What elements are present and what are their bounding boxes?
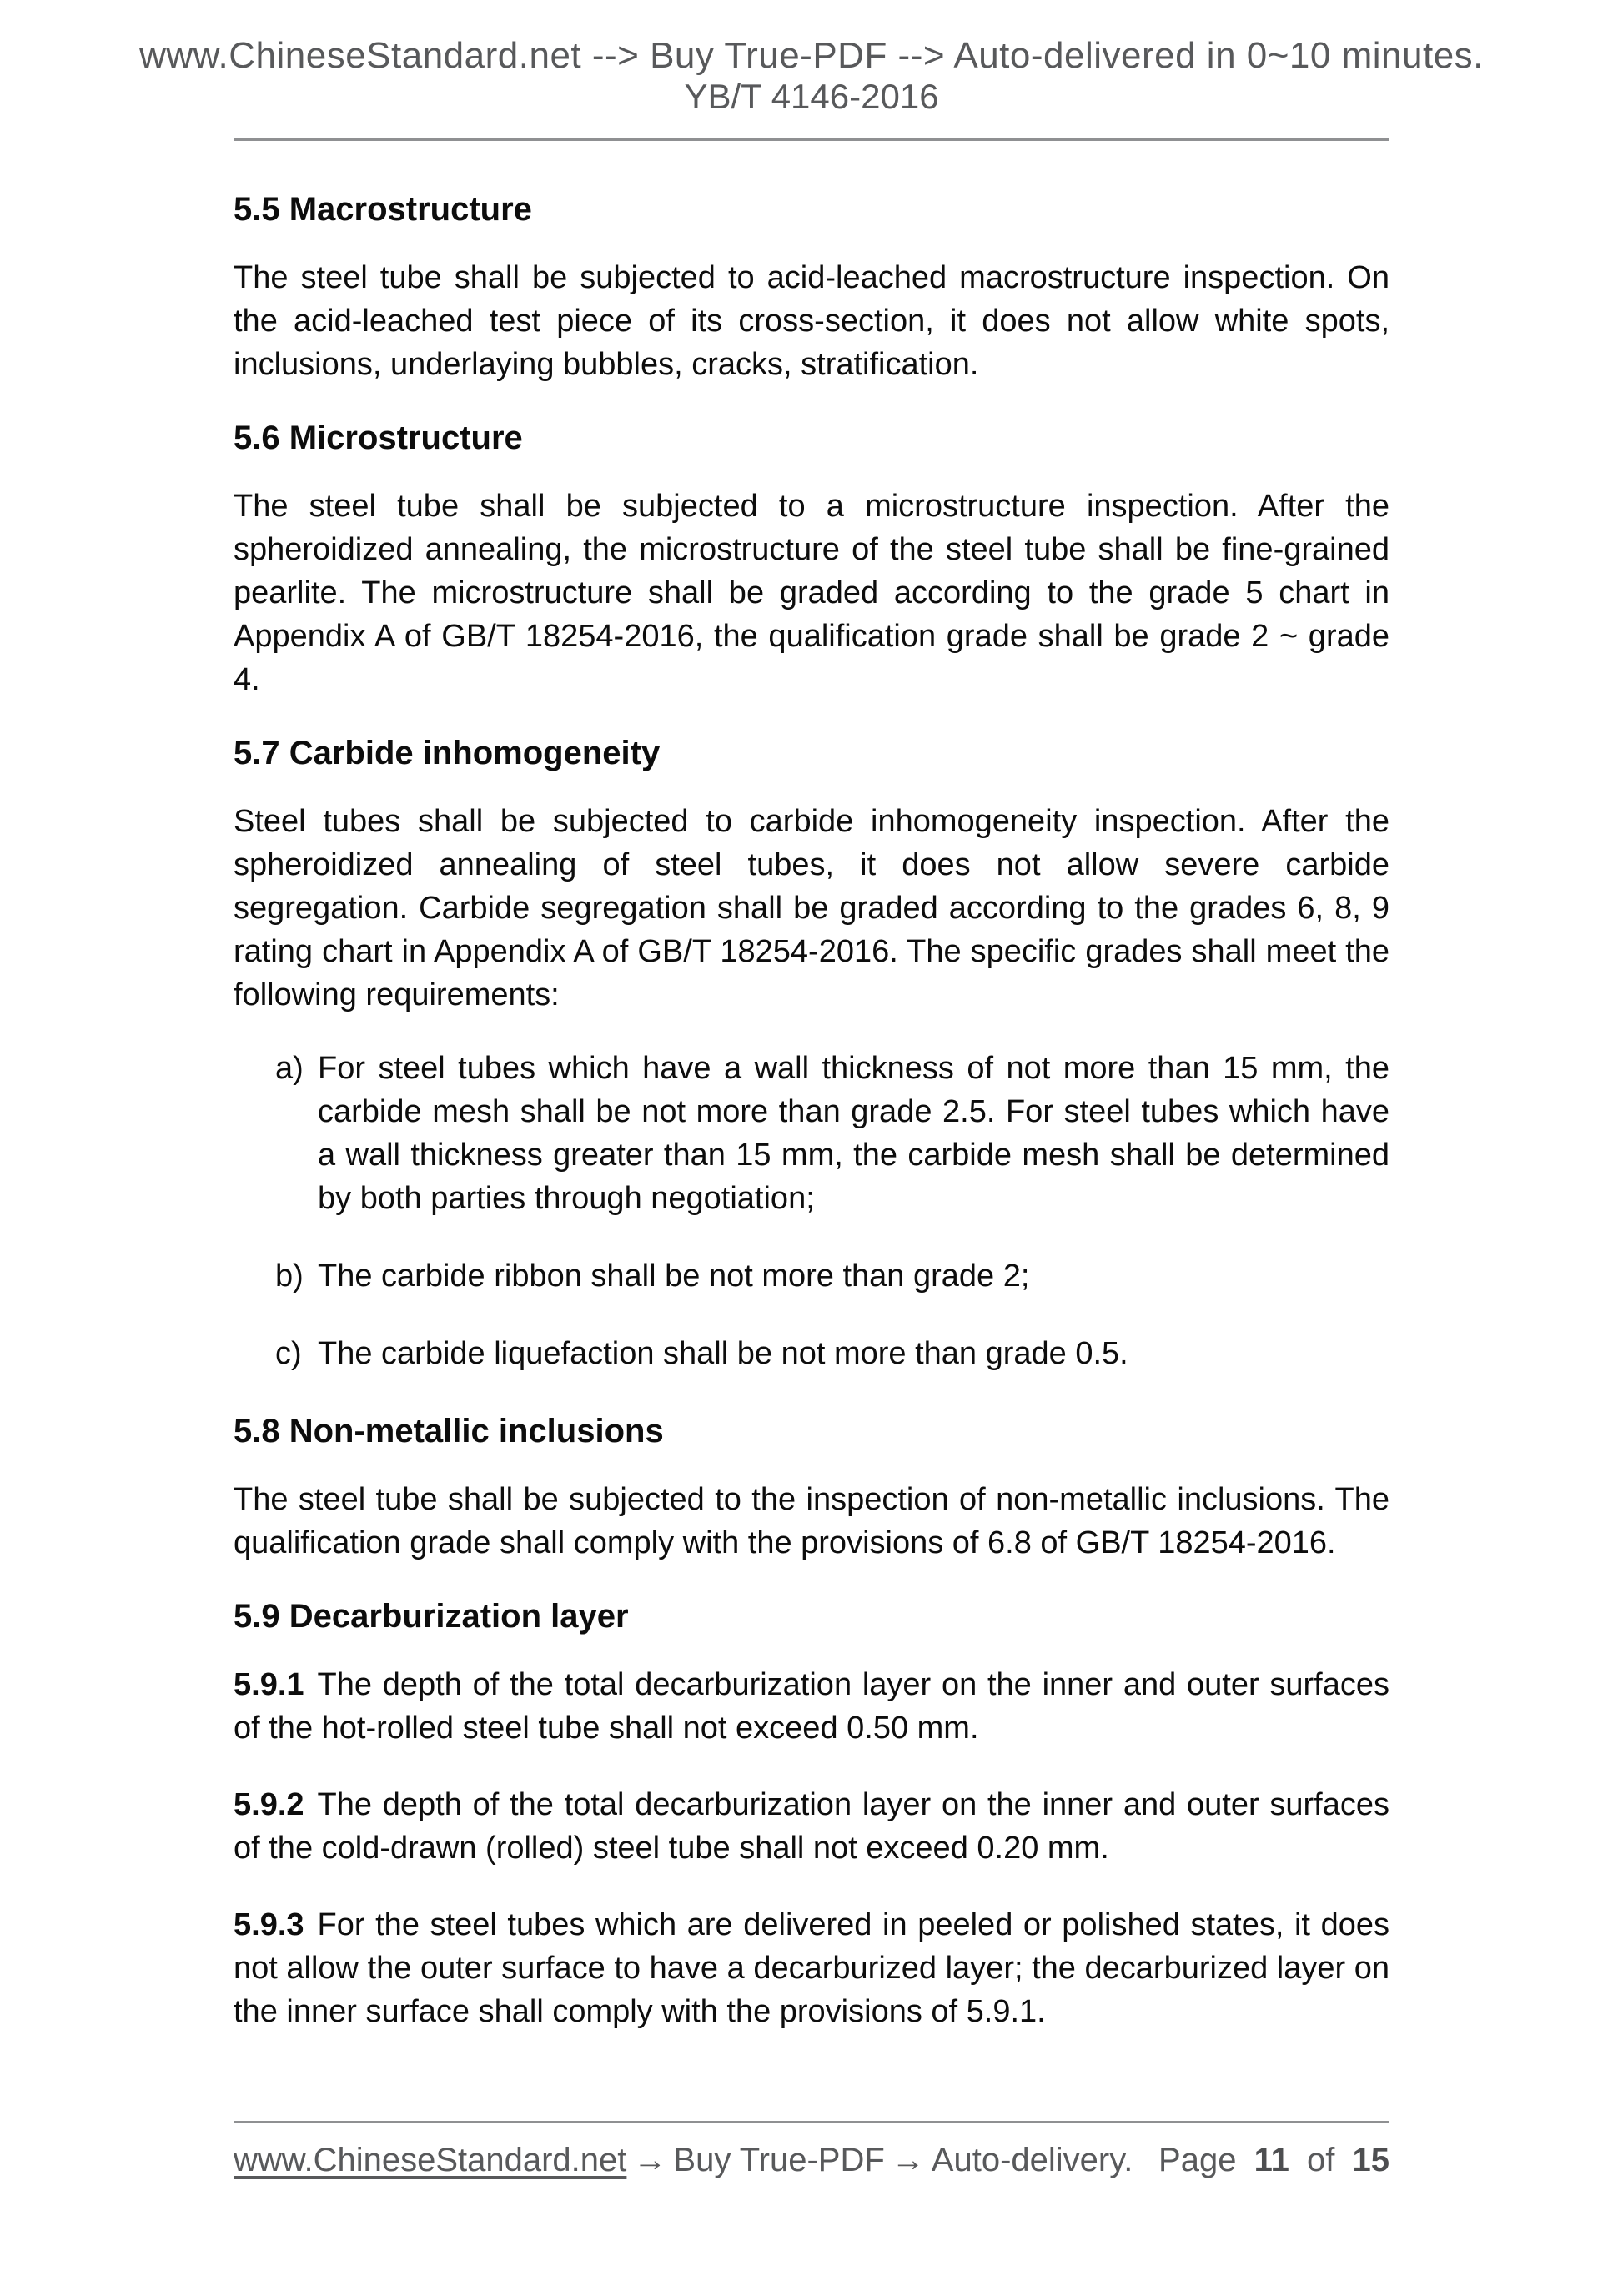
section-5-6 <box>234 416 1389 701</box>
footer-promo <box>234 2140 1133 2180</box>
numbered-clause <box>234 1663 1389 1750</box>
header-promo-text: www.ChineseStandard.net --> Buy True-PDF --> Auto-delivered in 0~10 minutes. <box>139 35 1484 76</box>
requirement-list <box>234 1047 1389 1375</box>
list-item <box>234 1332 1389 1375</box>
section-heading: 5.8 Non-metallic inclusions <box>234 1413 664 1449</box>
page-label: Page <box>1158 2142 1237 2178</box>
section-heading: 5.6 Microstructure <box>234 420 523 456</box>
list-item-marker: c) <box>275 1336 302 1371</box>
numbered-clause <box>234 1903 1389 2033</box>
numbered-clause <box>234 1783 1389 1870</box>
section-paragraph: The steel tube shall be subjected to a microstructure inspection. After the spheroidized annealing, the microstructure of the steel tube shall be fine-grained pearlite. The microstructure shall be graded according to the grade 5 chart in Appendix A of GB/T 18254-2016, the qualification grade shall be grade 2 ~ grade 4. <box>234 489 1389 697</box>
footer-delivery-text: Auto-delivery. <box>931 2142 1133 2178</box>
footer-buy-text: Buy True-PDF <box>673 2142 885 2178</box>
list-item-text: For steel tubes which have a wall thickness of not more than 15 mm, the carbide mesh shall be not more than grade 2.5. For steel tubes which have a wall thickness greater than 15 mm, the carbide mesh shall be determined by both parties through negotiation; <box>318 1051 1389 1216</box>
section-heading: 5.9 Decarburization layer <box>234 1598 629 1635</box>
clause-text: For the steel tubes which are delivered in peeled or polished states, it does not allow the outer surface to have a decarburized layer; the decarburized layer on the inner surface shall comply with the provisions of 5.9.1. <box>234 1907 1389 2029</box>
section-5-5 <box>234 188 1389 386</box>
section-5-8 <box>234 1409 1389 1565</box>
list-item-text: The carbide liquefaction shall be not more than grade 0.5. <box>318 1336 1128 1371</box>
arrow-right-icon: → <box>891 2142 925 2178</box>
clause-text: The depth of the total decarburization layer on the inner and outer surfaces of the hot-rolled steel tube shall not exceed 0.50 mm. <box>234 1667 1389 1746</box>
section-5-7 <box>234 731 1389 1375</box>
clause-number: 5.9.3 <box>234 1907 304 1942</box>
page-current: 11 <box>1254 2142 1289 2178</box>
page-total: 15 <box>1352 2142 1389 2178</box>
list-item-marker: a) <box>275 1051 304 1086</box>
page-footer <box>234 2121 1389 2180</box>
clause-text: The depth of the total decarburization layer on the inner and outer surfaces of the cold-drawn (rolled) steel tube shall not exceed 0.20 mm. <box>234 1787 1389 1866</box>
page-of-label: of <box>1307 2142 1335 2178</box>
section-paragraph: The steel tube shall be subjected to the inspection of non-metallic inclusions. The qualification grade shall comply with the provisions of 6.8 of GB/T 18254-2016. <box>234 1482 1389 1560</box>
document-body <box>234 141 1389 2033</box>
section-paragraph: Steel tubes shall be subjected to carbide inhomogeneity inspection. After the spheroidized annealing of steel tubes, it does not allow severe carbide segregation. Carbide segregation shall be graded according to the grades 6, 8, 9 rating chart in Appendix A of GB/T 18254-2016. The specific grades shall meet the following requirements: <box>234 804 1389 1012</box>
site-link[interactable]: www.ChineseStandard.net <box>234 2142 627 2178</box>
footer-divider <box>234 2121 1389 2123</box>
section-paragraph: The steel tube shall be subjected to acid-leached macrostructure inspection. On the acid-leached test piece of its cross-section, it does not allow white spots, inclusions, underlaying bubbles, cracks, stratification. <box>234 260 1389 382</box>
list-item <box>234 1254 1389 1298</box>
section-heading: 5.5 Macrostructure <box>234 191 532 228</box>
arrow-right-icon: → <box>633 2142 667 2178</box>
list-item <box>234 1047 1389 1220</box>
document-number: YB/T 4146-2016 <box>684 77 939 116</box>
clause-number: 5.9.2 <box>234 1787 304 1822</box>
list-item-text: The carbide ribbon shall be not more than grade 2; <box>318 1259 1030 1294</box>
clause-number: 5.9.1 <box>234 1667 304 1702</box>
list-item-marker: b) <box>275 1259 304 1294</box>
page-header <box>0 0 1623 117</box>
page-indicator <box>1158 2140 1389 2180</box>
section-5-9 <box>234 1595 1389 2033</box>
section-heading: 5.7 Carbide inhomogeneity <box>234 735 661 771</box>
